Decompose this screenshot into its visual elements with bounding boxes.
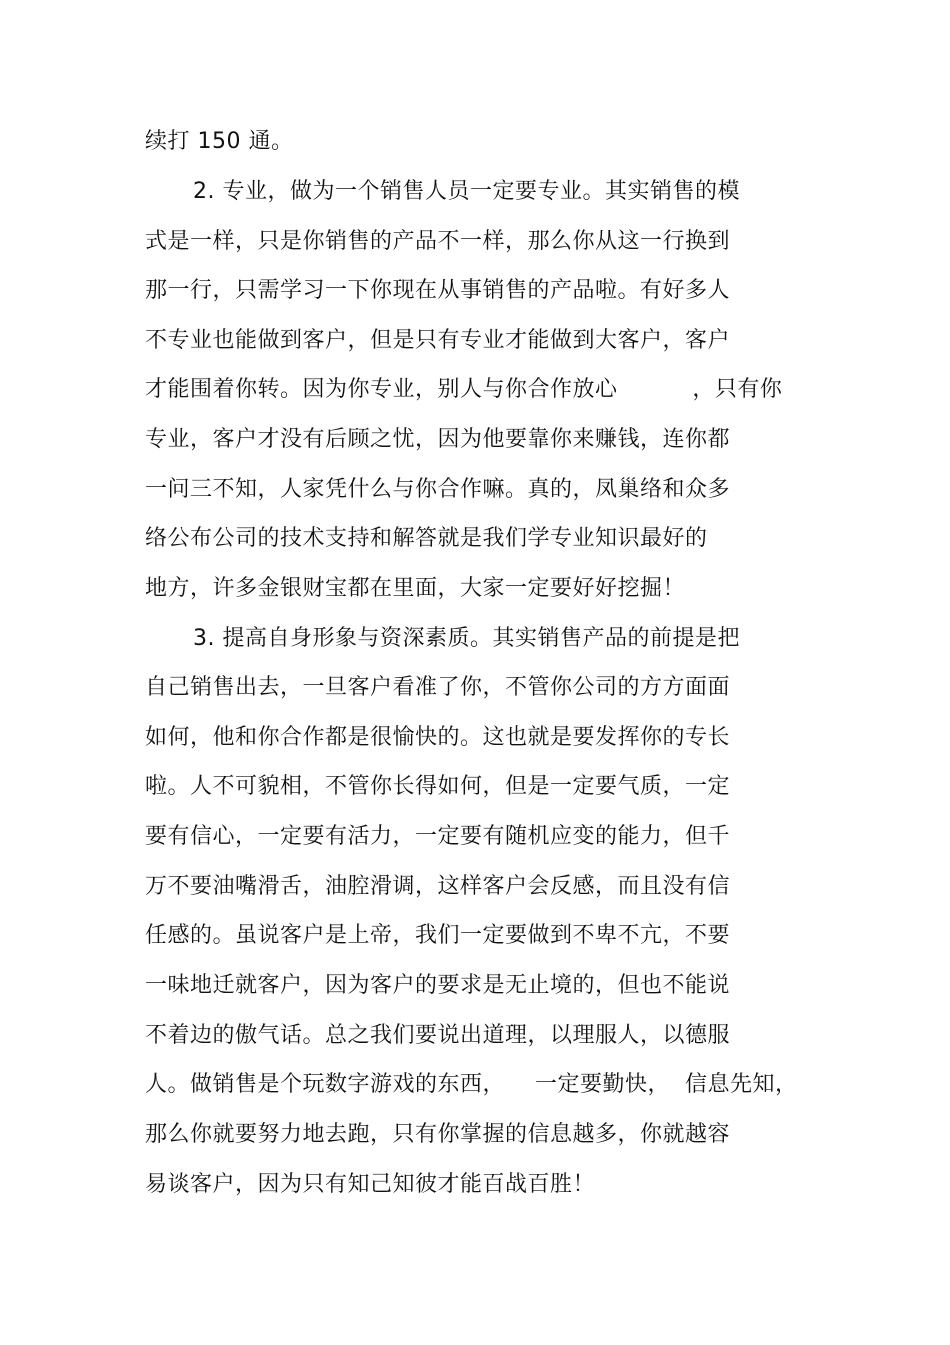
text-line: 3. 提高自身形象与资深素质。其实销售产品的前提是把 [193, 626, 740, 651]
text-line: 续打 150 通。 [145, 129, 294, 154]
text-line: 式是一样，只是你销售的产品不一样，那么你从这一行换到 [145, 229, 731, 254]
text-line: 2. 专业，做为一个销售人员一定要专业。其实销售的模 [193, 179, 740, 204]
text-line: 自己销售出去，一旦客户看准了你，不管你公司的方方面面 [145, 675, 731, 700]
text-line: 人。做销售是个玩数字游戏的东西， 一定要勤快， 信息先知， [145, 1072, 798, 1097]
text-line: 才能围着你转。因为你专业，别人与你合作放心 ，只有你 [145, 377, 783, 402]
text-line: 不着边的傲气话。总之我们要说出道理，以理服人，以德服 [145, 1023, 731, 1048]
text-line: 啦。人不可貌相，不管你长得如何，但是一定要气质，一定 [145, 774, 731, 799]
text-line: 地方，许多金银财宝都在里面，大家一定要好好挖掘！ [145, 576, 686, 601]
text-line: 专业，客户才没有后顾之忧，因为他要靠你来赚钱，连你都 [145, 427, 731, 452]
text-line: 络公布公司的技术支持和解答就是我们学专业知识最好的 [145, 526, 708, 551]
text-line: 一味地迁就客户，因为客户的要求是无止境的，但也不能说 [145, 973, 731, 998]
text-line: 如何，他和你合作都是很愉快的。这也就是要发挥你的专长 [145, 725, 731, 750]
text-line: 那一行，只需学习一下你现在从事销售的产品啦。有好多人 [145, 278, 731, 303]
text-line: 万不要油嘴滑舌，油腔滑调，这样客户会反感，而且没有信 [145, 874, 731, 899]
text-line: 易谈客户，因为只有知己知彼才能百战百胜！ [145, 1172, 596, 1197]
text-line: 要有信心，一定要有活力，一定要有随机应变的能力，但千 [145, 824, 731, 849]
text-line: 不专业也能做到客户，但是只有专业才能做到大客户，客户 [145, 328, 731, 353]
text-line: 一问三不知，人家凭什么与你合作嘛。真的，凤巢络和众多 [145, 477, 731, 502]
text-line: 任感的。虽说客户是上帝，我们一定要做到不卑不亢，不要 [145, 923, 731, 948]
text-line: 那么你就要努力地去跑，只有你掌握的信息越多，你就越容 [145, 1122, 731, 1147]
